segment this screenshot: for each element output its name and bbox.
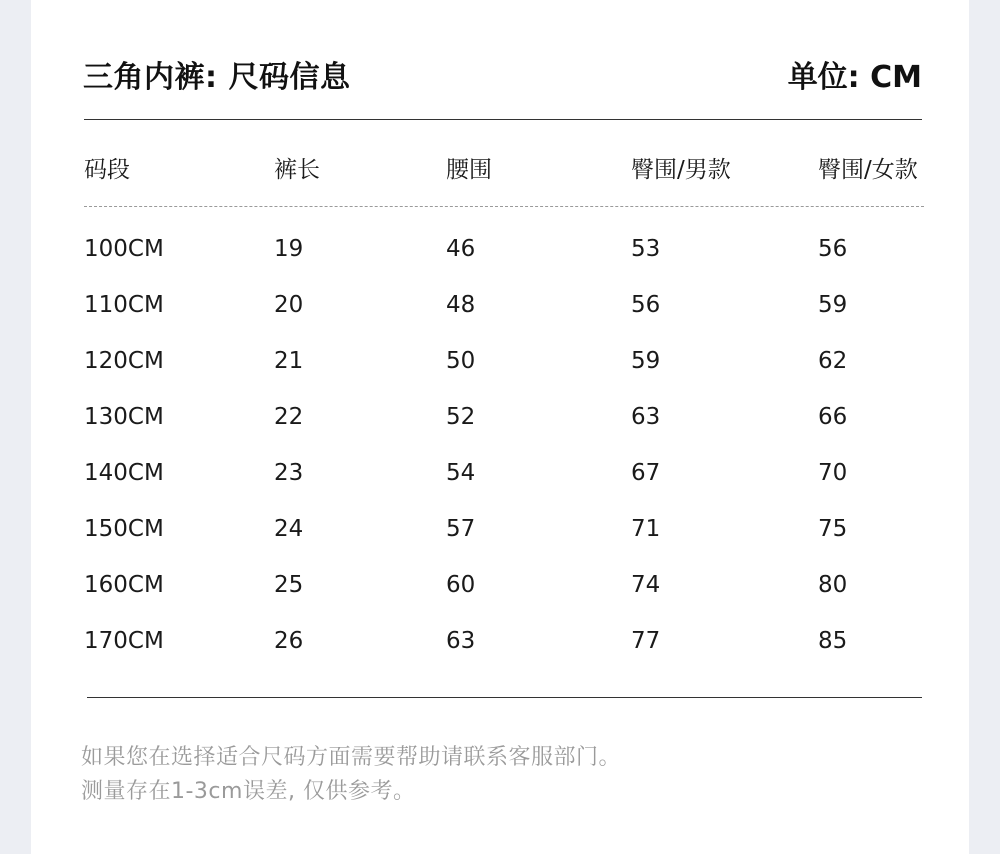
hip-women-cell: 56	[818, 236, 848, 262]
hip-men-cell: 71	[631, 516, 661, 542]
length-cell: 19	[274, 236, 304, 262]
table-row	[0, 404, 1000, 436]
hip-women-cell: 75	[818, 516, 848, 542]
table-row	[0, 348, 1000, 380]
hip-women-cell: 85	[818, 628, 848, 654]
hip-women-cell: 62	[818, 348, 848, 374]
hip-women-cell: 70	[818, 460, 848, 486]
size-range-cell: 160CM	[84, 572, 164, 598]
hip-women-cell: 80	[818, 572, 848, 598]
table-row	[0, 460, 1000, 492]
hip-men-cell: 56	[631, 292, 661, 318]
unit-label: 单位: CM	[787, 60, 922, 95]
table-row	[0, 572, 1000, 604]
header-hip-women: 臀围/女款	[818, 157, 918, 183]
size-range-cell: 130CM	[84, 404, 164, 430]
header-hip-men: 臀围/男款	[631, 157, 731, 183]
hip-men-cell: 74	[631, 572, 661, 598]
table-row	[0, 628, 1000, 660]
header-size-range: 码段	[84, 157, 130, 183]
waist-cell: 57	[446, 516, 476, 542]
waist-cell: 54	[446, 460, 476, 486]
length-cell: 26	[274, 628, 304, 654]
hip-men-cell: 53	[631, 236, 661, 262]
waist-cell: 60	[446, 572, 476, 598]
hip-men-cell: 77	[631, 628, 661, 654]
table-row	[0, 516, 1000, 548]
hip-men-cell: 59	[631, 348, 661, 374]
waist-cell: 46	[446, 236, 476, 262]
size-range-cell: 150CM	[84, 516, 164, 542]
waist-cell: 48	[446, 292, 476, 318]
table-row	[0, 292, 1000, 324]
header-length: 裤长	[274, 157, 320, 183]
hip-men-cell: 63	[631, 404, 661, 430]
waist-cell: 63	[446, 628, 476, 654]
header-waist: 腰围	[446, 157, 492, 183]
length-cell: 24	[274, 516, 304, 542]
page-title: 三角内裤: 尺码信息	[83, 60, 351, 95]
length-cell: 20	[274, 292, 304, 318]
hip-men-cell: 67	[631, 460, 661, 486]
top-divider	[84, 119, 922, 120]
measurement-note: 测量存在1-3cm误差, 仅供参考。	[81, 779, 416, 804]
help-note: 如果您在选择适合尺码方面需要帮助请联系客服部门。	[81, 745, 622, 770]
waist-cell: 50	[446, 348, 476, 374]
size-range-cell: 140CM	[84, 460, 164, 486]
table-row	[0, 236, 1000, 268]
header-dashed-divider	[84, 206, 924, 207]
size-range-cell: 120CM	[84, 348, 164, 374]
length-cell: 25	[274, 572, 304, 598]
waist-cell: 52	[446, 404, 476, 430]
hip-women-cell: 59	[818, 292, 848, 318]
length-cell: 22	[274, 404, 304, 430]
size-range-cell: 170CM	[84, 628, 164, 654]
table-header	[0, 151, 1000, 191]
length-cell: 23	[274, 460, 304, 486]
size-range-cell: 100CM	[84, 236, 164, 262]
size-range-cell: 110CM	[84, 292, 164, 318]
length-cell: 21	[274, 348, 304, 374]
hip-women-cell: 66	[818, 404, 848, 430]
bottom-divider	[87, 697, 922, 698]
